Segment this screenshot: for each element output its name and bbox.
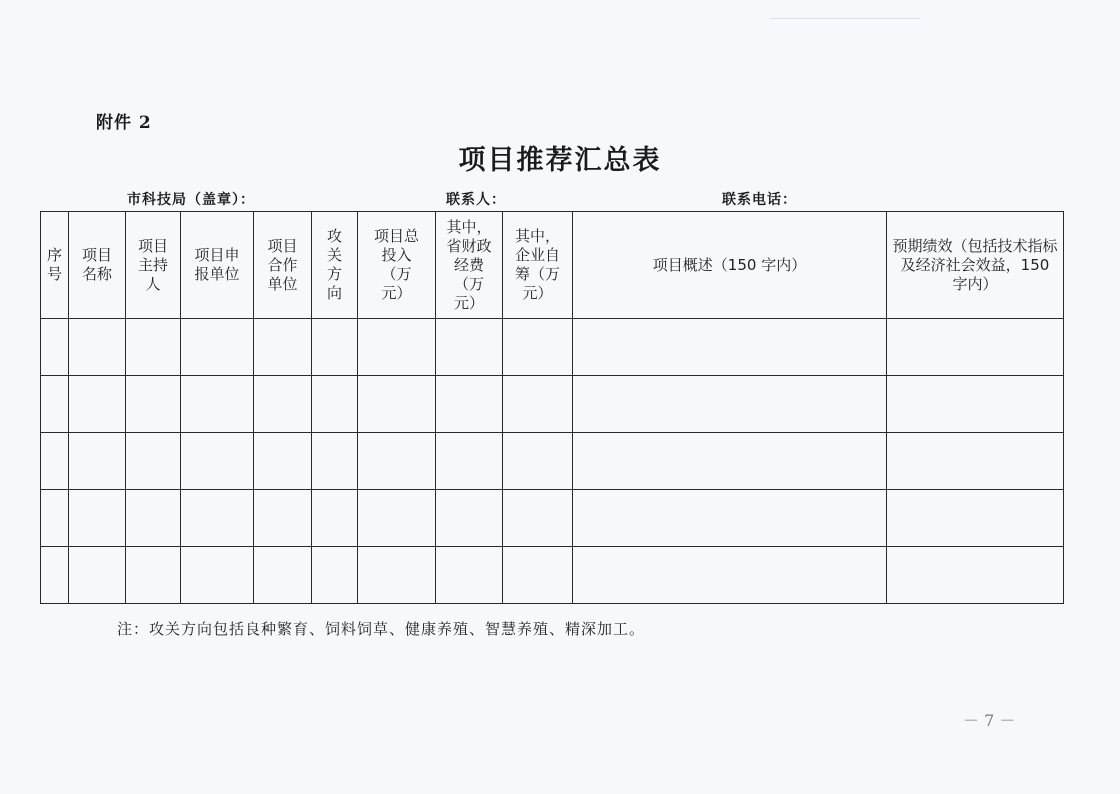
- column-header: [181, 212, 254, 319]
- table-cell: [41, 490, 69, 547]
- table-cell: [181, 547, 254, 604]
- column-header-label: 其中，省财政经费（万元）: [446, 217, 492, 312]
- column-header: [358, 212, 436, 319]
- table-cell: [573, 490, 887, 547]
- footnote: 注：攻关方向包括良种繁育、饲料饲草、健康养殖、智慧养殖、精深加工。: [117, 620, 646, 638]
- column-header: [887, 212, 1064, 319]
- table-cell: [126, 547, 181, 604]
- table-cell: [436, 433, 503, 490]
- table-cell: [126, 319, 181, 376]
- table-cell: [503, 490, 573, 547]
- column-header-label: 项目总投入（万元）: [373, 227, 419, 302]
- table-cell: [503, 547, 573, 604]
- table-row: [41, 376, 1064, 433]
- scan-mark: [770, 18, 920, 19]
- table-cell: [254, 433, 312, 490]
- table-cell: [573, 376, 887, 433]
- table-cell: [181, 376, 254, 433]
- column-header: [254, 212, 312, 319]
- table-cell: [312, 433, 358, 490]
- column-header-label: 项目名称: [81, 246, 112, 283]
- contact-person-field: 联系人：: [446, 192, 506, 208]
- table-cell: [358, 433, 436, 490]
- table-cell: [69, 547, 126, 604]
- table-cell: [41, 547, 69, 604]
- table-cell: [887, 319, 1064, 376]
- table-cell: [358, 319, 436, 376]
- table-cell: [358, 376, 436, 433]
- table-cell: [503, 319, 573, 376]
- table-cell: [358, 490, 436, 547]
- table-cell: [887, 376, 1064, 433]
- table-cell: [503, 433, 573, 490]
- table-cell: [126, 376, 181, 433]
- table-cell: [312, 490, 358, 547]
- table-cell: [436, 319, 503, 376]
- table-cell: [436, 376, 503, 433]
- column-header-label: 序号: [46, 246, 62, 283]
- table-cell: [887, 490, 1064, 547]
- table-row: [41, 433, 1064, 490]
- table-cell: [181, 433, 254, 490]
- table-cell: [69, 433, 126, 490]
- table-cell: [312, 376, 358, 433]
- project-summary-table: [40, 211, 1064, 604]
- table-cell: [69, 376, 126, 433]
- column-header: [503, 212, 573, 319]
- column-header: [126, 212, 181, 319]
- table-cell: [436, 547, 503, 604]
- table-cell: [181, 490, 254, 547]
- page-number: － 7 －: [963, 711, 1016, 730]
- page-title: 项目推荐汇总表: [458, 145, 662, 176]
- table-cell: [573, 319, 887, 376]
- table-cell: [358, 547, 436, 604]
- table-cell: [69, 490, 126, 547]
- column-header: [69, 212, 126, 319]
- column-header: [41, 212, 69, 319]
- table-cell: [181, 319, 254, 376]
- table-cell: [254, 376, 312, 433]
- contact-phone-field: 联系电话：: [722, 192, 797, 208]
- table-cell: [887, 433, 1064, 490]
- column-header-label: 项目主持人: [137, 236, 168, 293]
- table-cell: [126, 490, 181, 547]
- table-cell: [254, 319, 312, 376]
- column-header-label: 项目合作单位: [267, 236, 298, 293]
- attachment-label: 附件 2: [96, 113, 152, 133]
- column-header-label: 其中，企业自筹（万元）: [514, 227, 560, 302]
- column-header-label: 项目申报单位: [194, 246, 240, 283]
- table-cell: [887, 547, 1064, 604]
- table-row: [41, 547, 1064, 604]
- table-cell: [41, 376, 69, 433]
- table-cell: [573, 433, 887, 490]
- table-cell: [503, 376, 573, 433]
- column-header-label: 预期绩效（包括技术指标及经济社会效益，150 字内）: [892, 236, 1058, 293]
- column-header-label: 攻关方向: [326, 227, 342, 302]
- table-cell: [69, 319, 126, 376]
- table-body: [41, 319, 1064, 604]
- table-cell: [254, 490, 312, 547]
- table-cell: [312, 319, 358, 376]
- table-cell: [573, 547, 887, 604]
- table-cell: [41, 433, 69, 490]
- table-row: [41, 490, 1064, 547]
- table-cell: [312, 547, 358, 604]
- column-header: [312, 212, 358, 319]
- table-header-row: [41, 212, 1064, 319]
- column-header: [436, 212, 503, 319]
- column-header: [573, 212, 887, 319]
- table-cell: [126, 433, 181, 490]
- table-row: [41, 319, 1064, 376]
- table-cell: [436, 490, 503, 547]
- bureau-seal-field: 市科技局（盖章）：: [127, 192, 255, 208]
- column-header-label: 项目概述（150 字内）: [652, 255, 807, 274]
- table-cell: [254, 547, 312, 604]
- table-cell: [41, 319, 69, 376]
